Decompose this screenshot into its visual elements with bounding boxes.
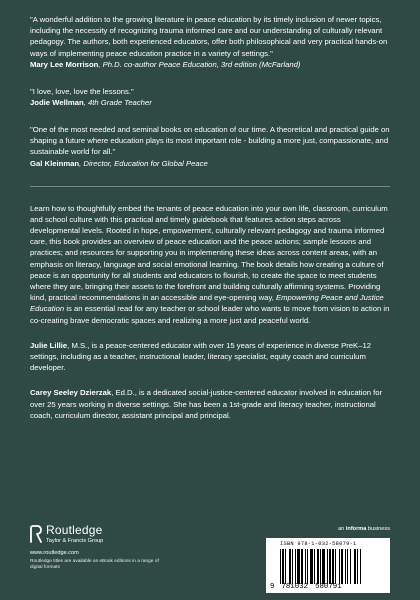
quote-author-role: , Director, Education for Global Peace xyxy=(79,158,208,168)
barcode-bar xyxy=(360,549,361,584)
barcode-bar xyxy=(280,549,281,584)
quote-wellman xyxy=(30,86,390,108)
quote-author-role: , 4th Grade Teacher xyxy=(83,98,152,108)
barcode-bar xyxy=(301,549,303,584)
quote-text: "A wonderful addition to the growing literature in peace education by its timely inclusion of newer topics, including the necessity of recognizing trauma informed care and our understanding of culturally relevant pedagogy. The authors, both experienced educators, offer both philosophical and very practical hands-on ways of implementing peace education practice in a variety of settings." xyxy=(30,15,388,58)
barcode-bar xyxy=(314,549,315,584)
barcode-bar xyxy=(357,549,358,584)
isbn-barcode xyxy=(266,538,390,593)
isbn-digits xyxy=(270,583,388,591)
ebook-note: Routledge titles are available as eBook editions in a range of digital formats xyxy=(30,559,159,570)
informa-imprint xyxy=(338,526,390,532)
barcode-bar xyxy=(289,549,291,584)
quote-author: Gal Kleinman xyxy=(30,158,80,168)
quote-text: "One of the most needed and seminal books on education of our time. A theoretical and practical guide on shaping a future where education plays its most important role - building a more just, compassionate, and sustainable world for all." xyxy=(30,125,390,157)
author-bio-text: , Ed.D., is a dedicated social-justice-centered educator involved in education for over 25 years working in diverse settings. She has been a 1st-grade and literacy teacher, instructional coach, curriculum director, assistant principal and principal. xyxy=(30,388,383,420)
barcode-bar xyxy=(354,549,356,584)
barcode-bar xyxy=(350,549,351,584)
description-text-end: is an essential read for any teacher or school leader who wants to move from vision to action in co-creating brave democratic spaces and realizing a more just and peaceful world. xyxy=(30,304,390,325)
barcode-bar xyxy=(282,549,284,584)
imprint-suffix: business xyxy=(366,526,390,532)
book-title: Empowering Peace and Justice Education xyxy=(30,293,384,314)
quote-author: Jodie Wellman xyxy=(30,98,84,108)
author-name: Carey Seeley Dzierzak xyxy=(30,388,112,398)
author-bio-lillie xyxy=(30,340,390,374)
isbn-digit-group: 781032 xyxy=(281,583,309,591)
barcode-bar xyxy=(320,549,321,584)
quote-attribution xyxy=(30,97,390,108)
barcode-bar xyxy=(332,549,334,584)
barcode-bar xyxy=(297,549,300,584)
barcode-bar xyxy=(305,549,306,584)
routledge-r-icon xyxy=(30,525,42,543)
barcode-bar xyxy=(335,549,336,584)
quote-kleinman xyxy=(30,124,390,169)
barcode-bar xyxy=(345,549,346,584)
isbn-digit-group: 580791 xyxy=(315,583,342,591)
publisher-name: Routledge xyxy=(46,523,103,537)
isbn-label: ISBN 978-1-032-58079-1 xyxy=(280,541,357,547)
barcode-bars xyxy=(280,549,384,584)
barcode-bar xyxy=(329,549,331,584)
book-description xyxy=(30,203,390,326)
publisher-url: www.routledge.com xyxy=(30,550,79,556)
quote-author: Mary Lee Morrison xyxy=(30,59,99,69)
barcode-bar xyxy=(285,549,286,584)
barcode-bar xyxy=(295,549,296,584)
barcode-bar xyxy=(327,549,328,584)
author-bio-text: , M.S., is a peace-centered educator with over 15 years of experience in diverse PreK–12 settings, including as a teacher, instructional leader, literacy specialist, equity coach and curriculum developer. xyxy=(30,340,371,373)
imprint-prefix: an xyxy=(338,526,346,532)
publisher-logo xyxy=(30,524,190,571)
publisher-group: Taylor & Francis Group xyxy=(46,538,104,544)
barcode-bar xyxy=(310,549,313,584)
section-divider xyxy=(30,186,390,187)
isbn-digit-group: 9 xyxy=(270,583,275,591)
quote-attribution xyxy=(30,59,390,70)
barcode-bar xyxy=(347,549,348,584)
cover-footer xyxy=(30,518,390,594)
imprint-brand: informa xyxy=(345,526,367,532)
barcode-bar xyxy=(307,549,308,584)
barcode-bar xyxy=(317,549,319,584)
quote-attribution xyxy=(30,158,390,169)
barcode-bar xyxy=(322,549,325,584)
quote-text: "I love, love, love the lessons." xyxy=(30,86,134,96)
description-text: Learn how to thoughtfully embed the tenants of peace education into your own life, classroom, curriculum and school culture with this practical and timely guidebook that features action steps across developmental levels. Rooted in hope, empowerment, culturally relevant pedagogy and trauma informed care, this book provides an overview of peace education and the peace actions; sample lessons and practices; and resources for supporting you in implementing these ideas across content areas, with an emphasis on literacy, language and social emotional learning. The book details how creating a culture of peace is an opportunity for all students and educators to flourish, to create the space to meet students where they are, bringing their assets to the forefront and building culturally affirming systems. Providing kind, practical recommendations in an accessible and eye-opening way, xyxy=(30,203,388,303)
barcode-bar xyxy=(339,549,340,584)
quote-morrison xyxy=(30,14,390,70)
barcode-bar xyxy=(292,549,293,584)
author-name: Julie Lillie xyxy=(30,340,68,350)
quote-author-role: , Ph.D. co-author Peace Education, 3rd edition (McFarland) xyxy=(98,59,301,69)
author-bio-dzierzak xyxy=(30,387,390,421)
barcode-bar xyxy=(341,549,343,584)
